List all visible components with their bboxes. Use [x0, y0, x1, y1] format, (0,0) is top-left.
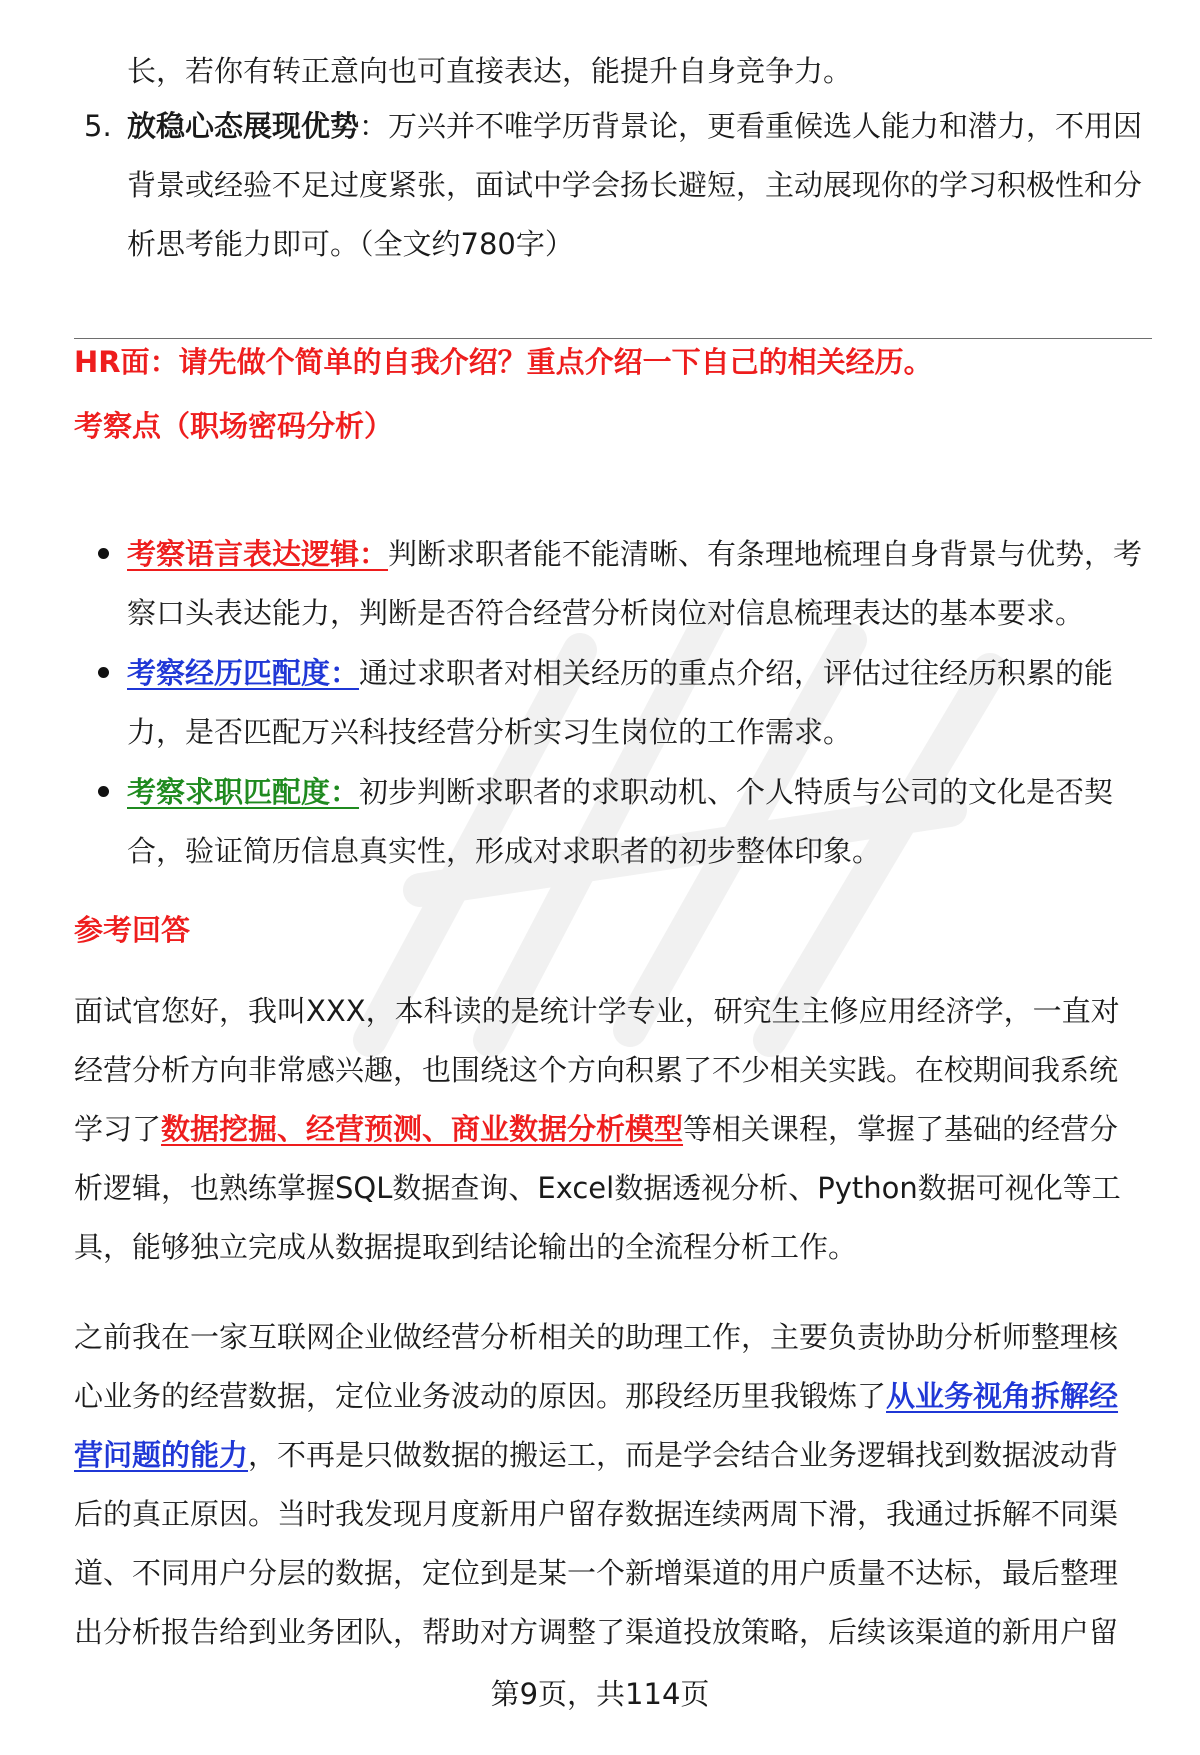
- list-item-5-text: ：万兴并不唯学历背景论，更看重候选人能力和潜力，不用因背景或经验不足过度紧张，面试中学会扬长避短，主动展现你的学习积极性和分析思考能力即可。（全文约780字）: [127, 109, 1143, 261]
- answer-p2-highlight: 从业务视角拆解经营问题的能力: [74, 1379, 1119, 1472]
- assessment-text-fit: 初步判断求职者的求职动机、个人特质与公司的文化是否契合，验证简历信息真实性，形成对求职者的初步整体印象。: [127, 775, 1114, 868]
- bullet-dot: [98, 786, 109, 797]
- assessment-item-language: [127, 525, 1146, 643]
- answer-paragraph-2: [74, 1308, 1146, 1662]
- assessment-text-language: 判断求职者能不能清晰、有条理地梳理自身背景与优势，考察口头表达能力，判断是否符合经营分析岗位对信息梳理表达的基本要求。: [127, 537, 1143, 630]
- assessment-label-experience: 考察经历匹配度：: [127, 656, 360, 690]
- section-divider: [74, 338, 1152, 339]
- list-number-5: 5.: [84, 109, 112, 143]
- answer-paragraph-1: [74, 982, 1146, 1277]
- answer-heading: 参考回答: [74, 913, 191, 947]
- bullet-dot: [98, 548, 109, 559]
- answer-p1-highlight: 数据挖掘、经营预测、商业数据分析模型: [161, 1112, 684, 1146]
- answer-p2-text-b: ，不再是只做数据的搬运工，而是学会结合业务逻辑找到数据波动背后的真正原因。当时我发现月度新用户留存数据连续两周下滑，我通过拆解不同渠道、不同用户分层的数据，定位到是某一个新增渠道的用户质量不达标，最后整理出分析报告给到业务团队，帮助对方调整了渠道投放策略，后续该渠道的新用户留: [74, 1438, 1119, 1649]
- assessment-item-experience: [127, 644, 1146, 762]
- assessment-item-fit: [127, 763, 1146, 881]
- assessment-heading: 考察点（职场密码分析）: [74, 409, 394, 443]
- assessment-label-language: 考察语言表达逻辑：: [127, 537, 389, 571]
- assessment-text-experience: 通过求职者对相关经历的重点介绍，评估过往经历积累的能力，是否匹配万兴科技经营分析实习生岗位的工作需求。: [127, 656, 1114, 749]
- continued-line: [127, 42, 1146, 101]
- answer-p2-text-a: 之前我在一家互联网企业做经营分析相关的助理工作，主要负责协助分析师整理核心业务的经营数据，定位业务波动的原因。那段经历里我锻炼了: [74, 1320, 1119, 1413]
- page-number: 第9页，共114页: [490, 1677, 710, 1711]
- continued-text: 长，若你有转正意向也可直接表达，能提升自身竞争力。: [127, 54, 853, 88]
- question-title: HR面：请先做个简单的自我介绍？重点介绍一下自己的相关经历。: [74, 345, 933, 379]
- bullet-dot: [98, 667, 109, 678]
- answer-p1-text-a: 面试官您好，我叫XXX，本科读的是统计学专业，研究生主修应用经济学，一直对经营分析方向非常感兴趣，也围绕这个方向积累了不少相关实践。在校期间我系统学习了: [74, 994, 1120, 1146]
- list-item-5-title: 放稳心态展现优势: [127, 109, 360, 143]
- answer-p1-text-b: 等相关课程，掌握了基础的经营分析逻辑，也熟练掌握SQL数据查询、Excel数据透视分析、Python数据可视化等工具，能够独立完成从数据提取到结论输出的全流程分析工作。: [74, 1112, 1121, 1264]
- list-item-5: [127, 97, 1146, 274]
- assessment-label-fit: 考察求职匹配度：: [127, 775, 360, 809]
